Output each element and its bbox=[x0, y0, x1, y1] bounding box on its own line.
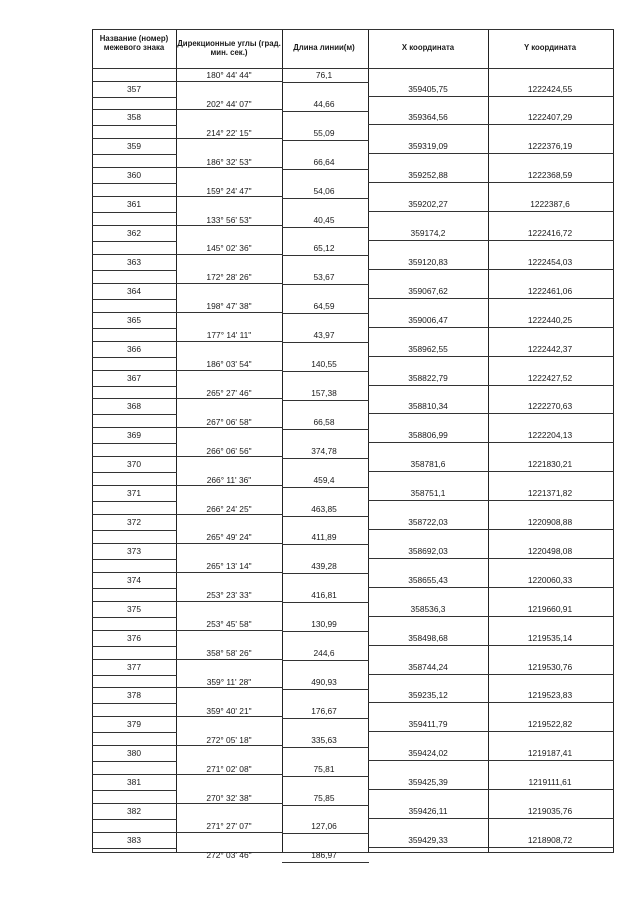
table-row-rule bbox=[92, 803, 177, 804]
point-y-coordinate: 1221830,21 bbox=[527, 458, 573, 469]
point-x-coordinate: 359411,79 bbox=[408, 719, 448, 730]
table-row-rule bbox=[176, 167, 283, 168]
table-row-rule bbox=[92, 501, 177, 502]
table-row-rule bbox=[282, 342, 369, 343]
point-y-coordinate: 1220060,33 bbox=[527, 574, 573, 585]
table-row-rule bbox=[368, 327, 614, 328]
point-name: 371 bbox=[127, 487, 141, 498]
point-name: 359 bbox=[127, 141, 141, 152]
table-column-rule bbox=[282, 29, 283, 853]
table-row-rule bbox=[368, 529, 614, 530]
segment-angle: 272° 03' 46" bbox=[206, 850, 252, 861]
table-row-rule bbox=[282, 487, 369, 488]
table-row-rule bbox=[176, 745, 283, 746]
table-row-rule bbox=[282, 689, 369, 690]
point-name: 380 bbox=[127, 747, 141, 758]
segment-angle: 253° 45' 58" bbox=[206, 618, 252, 629]
table-row-rule bbox=[92, 225, 177, 226]
table-row-rule bbox=[176, 456, 283, 457]
point-name: 369 bbox=[127, 430, 141, 441]
segment-angle: 272° 05' 18" bbox=[206, 734, 252, 745]
table-row-rule bbox=[92, 819, 177, 820]
table-row-rule bbox=[282, 805, 369, 806]
table-row-rule bbox=[92, 761, 177, 762]
segment-angle: 265° 49' 24" bbox=[206, 532, 252, 543]
table-row-rule bbox=[92, 456, 177, 457]
table-row-rule bbox=[176, 572, 283, 573]
segment-length: 65,12 bbox=[313, 243, 335, 254]
table-row-rule bbox=[368, 558, 614, 559]
table-row-rule bbox=[176, 659, 283, 660]
segment-angle: 177° 14' 11" bbox=[206, 329, 252, 340]
table-row-rule bbox=[176, 109, 283, 110]
point-y-coordinate: 1219660,91 bbox=[527, 603, 573, 614]
table-row-rule bbox=[368, 211, 614, 212]
table-row-rule bbox=[176, 832, 283, 833]
table-row-rule bbox=[368, 298, 614, 299]
segment-length: 186,97 bbox=[311, 850, 337, 861]
point-x-coordinate: 358810,34 bbox=[408, 401, 448, 412]
segment-length: 75,81 bbox=[313, 763, 335, 774]
table-row-rule bbox=[92, 414, 177, 415]
table-row-rule bbox=[92, 659, 177, 660]
segment-angle: 359° 40' 21" bbox=[206, 705, 252, 716]
point-x-coordinate: 358744,24 bbox=[408, 661, 448, 672]
segment-length: 55,09 bbox=[313, 127, 335, 138]
point-y-coordinate: 1222416,72 bbox=[527, 227, 573, 238]
segment-length: 459,4 bbox=[313, 474, 335, 485]
segment-angle: 265° 13' 14" bbox=[206, 561, 252, 572]
table-row-rule bbox=[92, 270, 177, 271]
table-row-rule bbox=[282, 227, 369, 228]
segment-length: 374,78 bbox=[311, 445, 337, 456]
segment-length: 140,55 bbox=[311, 358, 337, 369]
table-row-rule bbox=[92, 328, 177, 329]
table-row-rule bbox=[176, 803, 283, 804]
table-row-rule bbox=[282, 544, 369, 545]
segment-length: 335,63 bbox=[311, 734, 337, 745]
table-row-rule bbox=[282, 458, 369, 459]
table-row-rule bbox=[176, 312, 283, 313]
table-row-rule bbox=[176, 254, 283, 255]
point-y-coordinate: 1219523,83 bbox=[527, 690, 573, 701]
point-name: 377 bbox=[127, 661, 141, 672]
table-row-rule bbox=[92, 254, 177, 255]
point-x-coordinate: 358536,3 bbox=[410, 603, 446, 614]
table-row-rule bbox=[92, 687, 177, 688]
segment-length: 127,06 bbox=[311, 821, 337, 832]
segment-length: 43,97 bbox=[313, 329, 335, 340]
point-y-coordinate: 1222424,55 bbox=[527, 83, 573, 94]
point-y-coordinate: 1219522,82 bbox=[527, 719, 573, 730]
point-y-coordinate: 1222368,59 bbox=[527, 169, 573, 180]
table-row-rule bbox=[282, 833, 369, 834]
table-row-rule bbox=[282, 313, 369, 314]
table-row-rule bbox=[282, 776, 369, 777]
table-row-rule bbox=[282, 631, 369, 632]
segment-length: 64,59 bbox=[313, 300, 335, 311]
point-name: 376 bbox=[127, 632, 141, 643]
table-row-rule bbox=[92, 543, 177, 544]
point-name: 367 bbox=[127, 372, 141, 383]
point-name: 364 bbox=[127, 285, 141, 296]
point-name: 372 bbox=[127, 516, 141, 527]
table-row-rule bbox=[92, 212, 177, 213]
point-name: 368 bbox=[127, 401, 141, 412]
point-name: 375 bbox=[127, 603, 141, 614]
point-name: 382 bbox=[127, 805, 141, 816]
point-x-coordinate: 359426,11 bbox=[408, 805, 448, 816]
point-y-coordinate: 1219111,61 bbox=[528, 776, 572, 787]
table-row-rule bbox=[176, 687, 283, 688]
point-y-coordinate: 1219535,14 bbox=[527, 632, 573, 643]
table-row-rule bbox=[368, 96, 614, 97]
point-x-coordinate: 358498,68 bbox=[408, 632, 448, 643]
table-row-rule bbox=[92, 848, 177, 849]
table-row-rule bbox=[92, 312, 177, 313]
table-row-rule bbox=[92, 29, 614, 30]
segment-angle: 271° 02' 08" bbox=[206, 763, 252, 774]
table-row-rule bbox=[282, 747, 369, 748]
table-column-rule bbox=[176, 29, 177, 853]
segment-length: 439,28 bbox=[311, 561, 337, 572]
point-y-coordinate: 1219530,76 bbox=[527, 661, 573, 672]
header-y: Y координата bbox=[523, 43, 577, 52]
point-y-coordinate: 1219035,76 bbox=[527, 805, 573, 816]
point-x-coordinate: 359235,12 bbox=[408, 690, 448, 701]
table-row-rule bbox=[282, 602, 369, 603]
table-row-rule bbox=[368, 702, 614, 703]
point-x-coordinate: 359425,39 bbox=[408, 776, 448, 787]
point-y-coordinate: 1222461,06 bbox=[527, 285, 573, 296]
segment-length: 75,85 bbox=[313, 792, 335, 803]
point-y-coordinate: 1222440,25 bbox=[527, 314, 573, 325]
segment-angle: 266° 06' 56" bbox=[206, 445, 252, 456]
segment-length: 66,64 bbox=[313, 156, 335, 167]
table-row-rule bbox=[368, 442, 614, 443]
table-row-rule bbox=[92, 427, 177, 428]
table-row-rule bbox=[368, 269, 614, 270]
table-row-rule bbox=[92, 370, 177, 371]
header-angle: Дирекционные углы (град. мин. сек.) bbox=[177, 39, 281, 57]
table-row-rule bbox=[176, 81, 283, 82]
point-name: 363 bbox=[127, 256, 141, 267]
point-name: 362 bbox=[127, 227, 141, 238]
table-row-rule bbox=[92, 675, 177, 676]
point-x-coordinate: 358722,03 bbox=[408, 516, 448, 527]
segment-angle: 202° 44' 07" bbox=[206, 98, 252, 109]
table-row-rule bbox=[92, 125, 177, 126]
point-name: 374 bbox=[127, 574, 141, 585]
table-row-rule bbox=[282, 284, 369, 285]
table-row-rule bbox=[92, 183, 177, 184]
table-row-rule bbox=[282, 400, 369, 401]
table-row-rule bbox=[282, 862, 369, 863]
point-x-coordinate: 359424,02 bbox=[408, 747, 448, 758]
table-row-rule bbox=[282, 169, 369, 170]
point-name: 383 bbox=[127, 834, 141, 845]
segment-angle: 271° 27' 07" bbox=[206, 821, 252, 832]
table-row-rule bbox=[176, 601, 283, 602]
point-x-coordinate: 358655,43 bbox=[408, 574, 448, 585]
table-row-rule bbox=[368, 153, 614, 154]
table-row-rule bbox=[176, 427, 283, 428]
header-length: Длина линии(м) bbox=[293, 43, 355, 52]
segment-length: 130,99 bbox=[311, 618, 337, 629]
table-row-rule bbox=[282, 516, 369, 517]
table-row-rule bbox=[368, 616, 614, 617]
point-x-coordinate: 358822,79 bbox=[408, 372, 448, 383]
segment-length: 44,66 bbox=[313, 98, 335, 109]
table-row-rule bbox=[176, 543, 283, 544]
point-name: 379 bbox=[127, 719, 141, 730]
table-row-rule bbox=[176, 196, 283, 197]
table-row-rule bbox=[282, 429, 369, 430]
table-row-rule bbox=[368, 789, 614, 790]
point-x-coordinate: 359364,56 bbox=[408, 112, 448, 123]
table-row-rule bbox=[92, 241, 177, 242]
point-x-coordinate: 359174,2 bbox=[410, 227, 446, 238]
table-row-rule bbox=[368, 760, 614, 761]
table-row-rule bbox=[92, 732, 177, 733]
table-row-rule bbox=[282, 573, 369, 574]
table-row-rule bbox=[92, 530, 177, 531]
table-row-rule bbox=[92, 386, 177, 387]
table-row-rule bbox=[92, 703, 177, 704]
segment-angle: 265° 27' 46" bbox=[206, 387, 252, 398]
table-row-rule bbox=[368, 182, 614, 183]
table-row-rule bbox=[92, 774, 177, 775]
segment-length: 463,85 bbox=[311, 503, 337, 514]
segment-angle: 266° 11' 36" bbox=[206, 474, 252, 485]
point-x-coordinate: 359006,47 bbox=[408, 314, 448, 325]
table-row-rule bbox=[282, 255, 369, 256]
segment-angle: 267° 06' 58" bbox=[206, 416, 252, 427]
segment-length: 54,06 bbox=[313, 185, 335, 196]
segment-length: 176,67 bbox=[311, 705, 337, 716]
table-row-rule bbox=[282, 718, 369, 719]
table-row-rule bbox=[92, 630, 177, 631]
table-row-rule bbox=[368, 124, 614, 125]
point-y-coordinate: 1222442,37 bbox=[527, 343, 573, 354]
segment-angle: 159° 24' 47" bbox=[206, 185, 252, 196]
segment-angle: 198° 47' 38" bbox=[206, 300, 252, 311]
point-name: 370 bbox=[127, 458, 141, 469]
table-row-rule bbox=[92, 601, 177, 602]
table-row-rule bbox=[92, 485, 177, 486]
point-y-coordinate: 1222407,29 bbox=[527, 112, 573, 123]
table-row-rule bbox=[92, 283, 177, 284]
point-x-coordinate: 359067,62 bbox=[408, 285, 448, 296]
segment-angle: 270° 32' 38" bbox=[206, 792, 252, 803]
segment-length: 53,67 bbox=[313, 272, 335, 283]
segment-angle: 145° 02' 36" bbox=[206, 243, 252, 254]
table-row-rule bbox=[176, 138, 283, 139]
point-name: 366 bbox=[127, 343, 141, 354]
segment-angle: 214° 22' 15" bbox=[206, 127, 252, 138]
segment-length: 66,58 bbox=[313, 416, 335, 427]
table-row-rule bbox=[92, 617, 177, 618]
segment-length: 157,38 bbox=[311, 387, 337, 398]
point-y-coordinate: 1218908,72 bbox=[527, 834, 573, 845]
point-name: 378 bbox=[127, 690, 141, 701]
point-x-coordinate: 358692,03 bbox=[408, 545, 448, 556]
header-name: Название (номер) межевого знака bbox=[99, 34, 169, 52]
point-x-coordinate: 359429,33 bbox=[408, 834, 448, 845]
table-row-rule bbox=[176, 630, 283, 631]
segment-length: 244,6 bbox=[313, 647, 335, 658]
table-row-rule bbox=[282, 371, 369, 372]
segment-angle: 266° 24' 25" bbox=[206, 503, 252, 514]
point-x-coordinate: 359120,83 bbox=[408, 256, 448, 267]
table-row-rule bbox=[282, 82, 369, 83]
table-row-rule bbox=[176, 370, 283, 371]
table-row-rule bbox=[92, 646, 177, 647]
point-x-coordinate: 359405,75 bbox=[408, 83, 448, 94]
table-row-rule bbox=[92, 109, 177, 110]
table-row-rule bbox=[92, 588, 177, 589]
table-row-rule bbox=[282, 660, 369, 661]
table-row-rule bbox=[176, 774, 283, 775]
point-y-coordinate: 1221371,82 bbox=[527, 487, 573, 498]
point-x-coordinate: 358962,55 bbox=[408, 343, 448, 354]
point-y-coordinate: 1222204,13 bbox=[527, 430, 573, 441]
segment-length: 416,81 bbox=[311, 589, 337, 600]
table-row-rule bbox=[368, 240, 614, 241]
table-row-rule bbox=[92, 341, 177, 342]
table-row-rule bbox=[368, 356, 614, 357]
point-x-coordinate: 358806,99 bbox=[408, 430, 448, 441]
table-row-rule bbox=[368, 645, 614, 646]
point-x-coordinate: 358751,1 bbox=[410, 487, 446, 498]
table-row-rule bbox=[92, 398, 177, 399]
table-row-rule bbox=[176, 341, 283, 342]
point-name: 361 bbox=[127, 198, 141, 209]
table-row-rule bbox=[368, 385, 614, 386]
point-name: 357 bbox=[127, 83, 141, 94]
segment-length: 40,45 bbox=[313, 214, 335, 225]
table-row-rule bbox=[92, 443, 177, 444]
point-name: 360 bbox=[127, 169, 141, 180]
point-x-coordinate: 358781,6 bbox=[410, 458, 446, 469]
point-name: 381 bbox=[127, 776, 141, 787]
table-row-rule bbox=[92, 357, 177, 358]
point-y-coordinate: 1222270,63 bbox=[527, 401, 573, 412]
table-row-rule bbox=[92, 514, 177, 515]
header-x: X координата bbox=[401, 43, 455, 52]
point-x-coordinate: 359319,09 bbox=[408, 141, 448, 152]
segment-angle: 172° 28' 26" bbox=[206, 272, 252, 283]
table-row-rule bbox=[176, 225, 283, 226]
table-row-rule bbox=[92, 832, 177, 833]
table-row-rule bbox=[92, 68, 614, 69]
table-row-rule bbox=[368, 587, 614, 588]
table-row-rule bbox=[92, 572, 177, 573]
table-row-rule bbox=[368, 847, 614, 848]
segment-length: 490,93 bbox=[311, 676, 337, 687]
table-row-rule bbox=[92, 196, 177, 197]
table-row-rule bbox=[92, 167, 177, 168]
table-row-rule bbox=[282, 198, 369, 199]
table-row-rule bbox=[92, 790, 177, 791]
table-row-rule bbox=[92, 81, 177, 82]
table-row-rule bbox=[92, 299, 177, 300]
coordinates-table bbox=[92, 29, 614, 861]
segment-angle: 133° 56' 53" bbox=[206, 214, 252, 225]
table-row-rule bbox=[368, 413, 614, 414]
table-row-rule bbox=[368, 500, 614, 501]
table-row-rule bbox=[282, 140, 369, 141]
table-row-rule bbox=[92, 154, 177, 155]
table-row-rule bbox=[176, 485, 283, 486]
segment-length: 411,89 bbox=[311, 532, 337, 543]
table-row-rule bbox=[92, 472, 177, 473]
table-row-rule bbox=[368, 674, 614, 675]
segment-angle: 186° 32' 53" bbox=[206, 156, 252, 167]
point-name: 373 bbox=[127, 545, 141, 556]
table-row-rule bbox=[92, 745, 177, 746]
point-y-coordinate: 1222387,6 bbox=[530, 198, 570, 209]
point-y-coordinate: 1222376,19 bbox=[527, 141, 573, 152]
table-row-rule bbox=[368, 731, 614, 732]
table-row-rule bbox=[92, 716, 177, 717]
point-y-coordinate: 1219187,41 bbox=[527, 747, 573, 758]
point-y-coordinate: 1220908,88 bbox=[527, 516, 573, 527]
point-y-coordinate: 1222454,03 bbox=[527, 256, 573, 267]
table-row-rule bbox=[92, 97, 177, 98]
point-x-coordinate: 359202,27 bbox=[408, 198, 448, 209]
table-row-rule bbox=[176, 398, 283, 399]
segment-angle: 359° 11' 28" bbox=[206, 676, 252, 687]
table-row-rule bbox=[368, 471, 614, 472]
table-row-rule bbox=[92, 559, 177, 560]
table-column-rule bbox=[92, 29, 93, 853]
table-row-rule bbox=[176, 514, 283, 515]
table-row-rule bbox=[176, 283, 283, 284]
segment-angle: 180° 44' 44" bbox=[206, 69, 252, 80]
point-y-coordinate: 1222427,52 bbox=[527, 372, 573, 383]
table-row-rule bbox=[282, 111, 369, 112]
point-name: 365 bbox=[127, 314, 141, 325]
point-y-coordinate: 1220498,08 bbox=[527, 545, 573, 556]
segment-angle: 358° 58' 26" bbox=[206, 647, 252, 658]
segment-angle: 186° 03' 54" bbox=[206, 358, 252, 369]
table-row-rule bbox=[92, 138, 177, 139]
segment-angle: 253° 23' 33" bbox=[206, 589, 252, 600]
table-row-rule bbox=[176, 716, 283, 717]
point-name: 358 bbox=[127, 112, 141, 123]
point-x-coordinate: 359252,88 bbox=[408, 169, 448, 180]
table-row-rule bbox=[368, 818, 614, 819]
segment-length: 76,1 bbox=[315, 69, 333, 80]
